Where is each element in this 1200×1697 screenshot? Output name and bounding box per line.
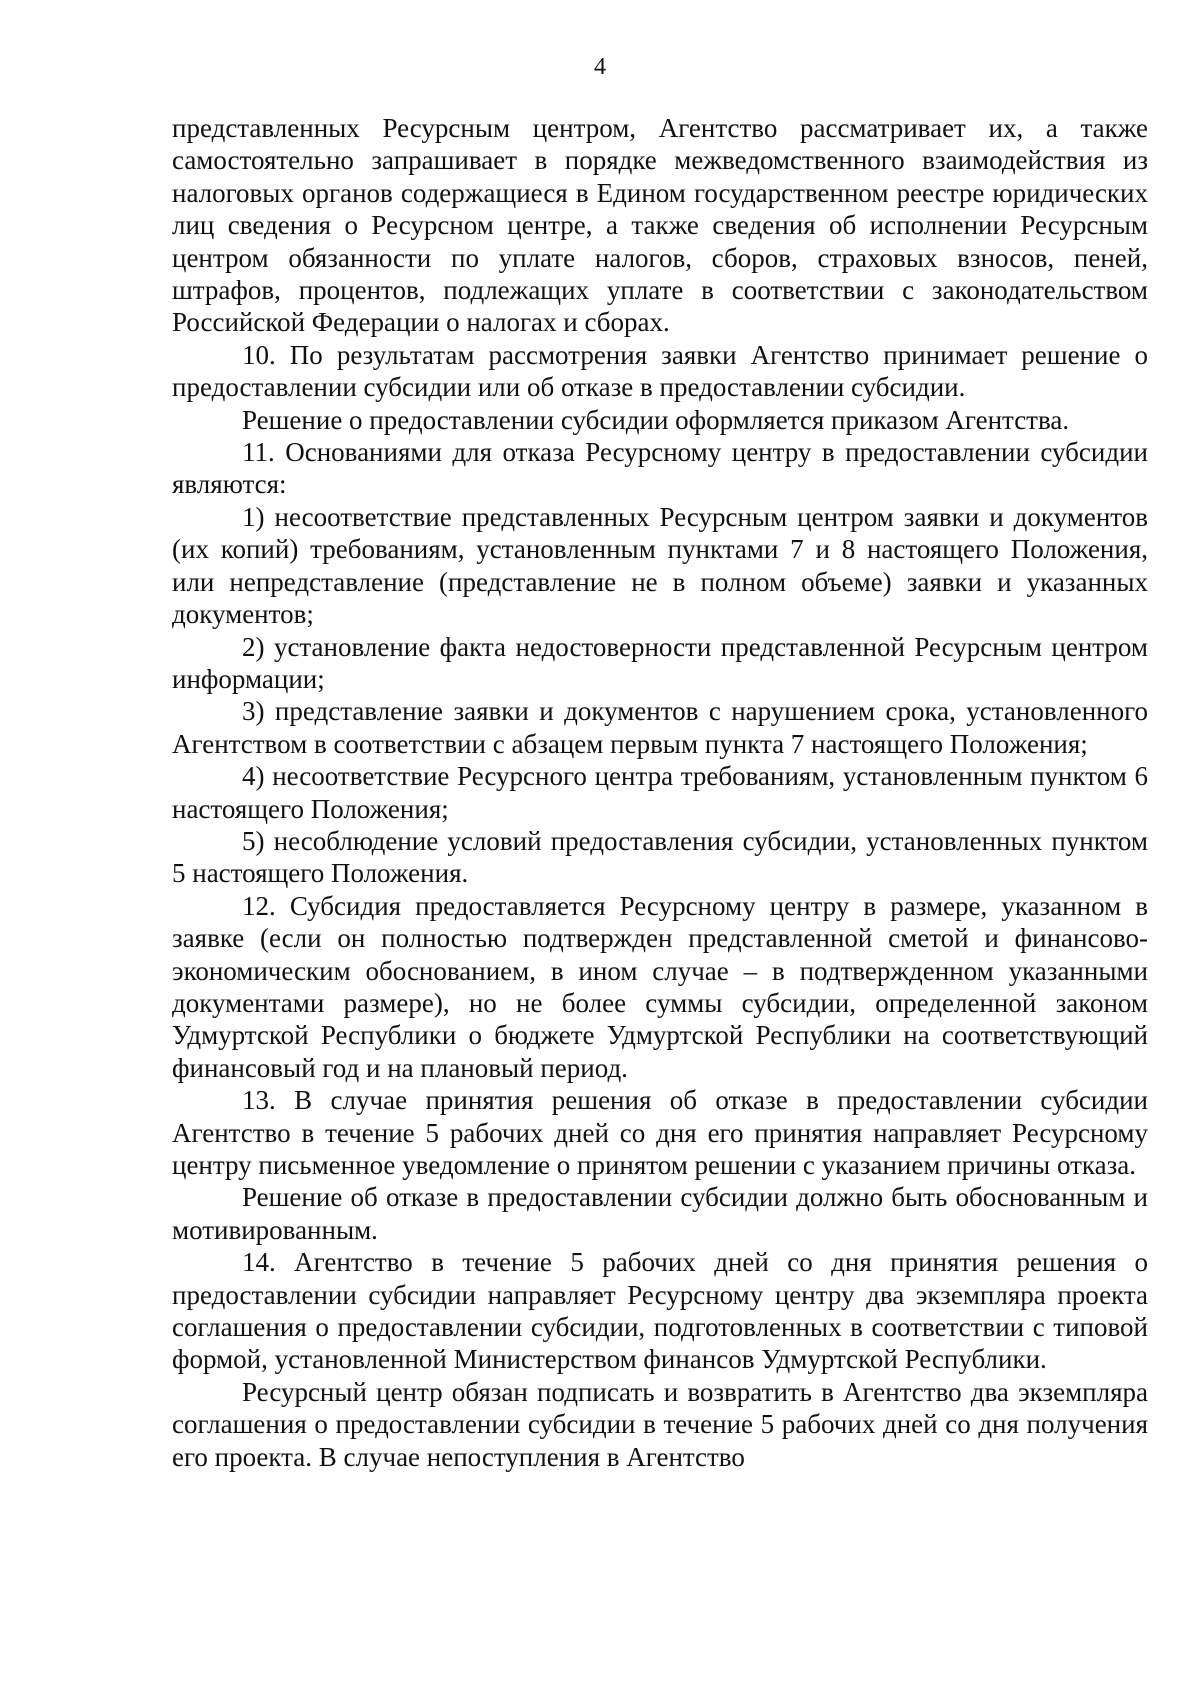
page-number: 4 bbox=[594, 54, 606, 80]
paragraph-item-10: 10. По результатам рассмотрения заявки Агентство принимает решение о предоставлении субсидии или об отказе в предоставлении субсидии. bbox=[172, 339, 1148, 403]
paragraph-resource-center-obligation: Ресурсный центр обязан подписать и возвратить в Агентство два экземпляра соглашения о предоставлении субсидии в течение 5 рабочих дней со дня получения его проекта. В случае непоступления в Агентство bbox=[172, 1376, 1148, 1472]
paragraph-item-14: 14. Агентство в течение 5 рабочих дней со дня принятия решения о предоставлении субсидии направляет Ресурсному центру два экземпляра проекта соглашения о предоставлении субсидии, подготовленных в соответствии с типовой формой, установленной Министерством финансов Удмуртской Республики. bbox=[172, 1247, 1148, 1375]
paragraph-item-13: 13. В случае принятия решения об отказе в предоставлении субсидии Агентство в течение 5 рабочих дней со дня его принятия направляет Ресурсному центру письменное уведомление о принятом решении с указанием причины отказа. bbox=[172, 1085, 1148, 1180]
paragraph-subitem-5: 5) несоблюдение условий предоставления субсидии, установленных пунктом 5 настоящего Положения. bbox=[172, 825, 1148, 889]
document-body bbox=[172, 112, 1148, 1473]
paragraph-subitem-3: 3) представление заявки и документов с нарушением срока, установленного Агентством в соответствии с абзацем первым пункта 7 настоящего Положения; bbox=[172, 696, 1148, 759]
paragraph-subitem-2: 2) установление факта недостоверности представленной Ресурсным центром информации; bbox=[172, 631, 1148, 694]
paragraph-subitem-1: 1) несоответствие представленных Ресурсным центром заявки и документов (их копий) требованиям, установленным пунктами 7 и 8 настоящего Положения, или непредставление (представление не в полном объеме) заявки и указанных документов; bbox=[172, 501, 1148, 630]
paragraph-refusal-justified: Решение об отказе в предоставлении субсидии должно быть обоснованным и мотивированным. bbox=[172, 1182, 1148, 1245]
paragraph-decision-order: Решение о предоставлении субсидии оформляется приказом Агентства. bbox=[242, 404, 1070, 435]
paragraph-item-11: 11. Основаниями для отказа Ресурсному центру в предоставлении субсидии являются: bbox=[172, 437, 1148, 500]
paragraph-continuation: представленных Ресурсным центром, Агентство рассматривает их, а также самостоятельно запрашивает в порядке межведомственного взаимодействия из налоговых органов содержащиеся в Едином государственном реестре юридических лиц сведения о Ресурсном центре, а также сведения об исполнении Ресурсным центром обязанности по уплате налогов, сборов, страховых взносов, пеней, штрафов, процентов, подлежащих уплате в соответствии с законодательством Российской Федерации о налогах и сборах. bbox=[172, 113, 1148, 338]
paragraph-item-12: 12. Субсидия предоставляется Ресурсному центру в размере, указанном в заявке (если он полностью подтвержден представленной сметой и финансово-экономическим обоснованием, в ином случае – в подтвержденном указанными документами размере), но не более суммы субсидии, определенной законом Удмуртской Республики о бюджете Удмуртской Республики на соответствующий финансовый год и на плановый период. bbox=[172, 890, 1148, 1083]
paragraph-subitem-4: 4) несоответствие Ресурсного центра требованиям, установленным пунктом 6 настоящего Положения; bbox=[172, 761, 1148, 824]
